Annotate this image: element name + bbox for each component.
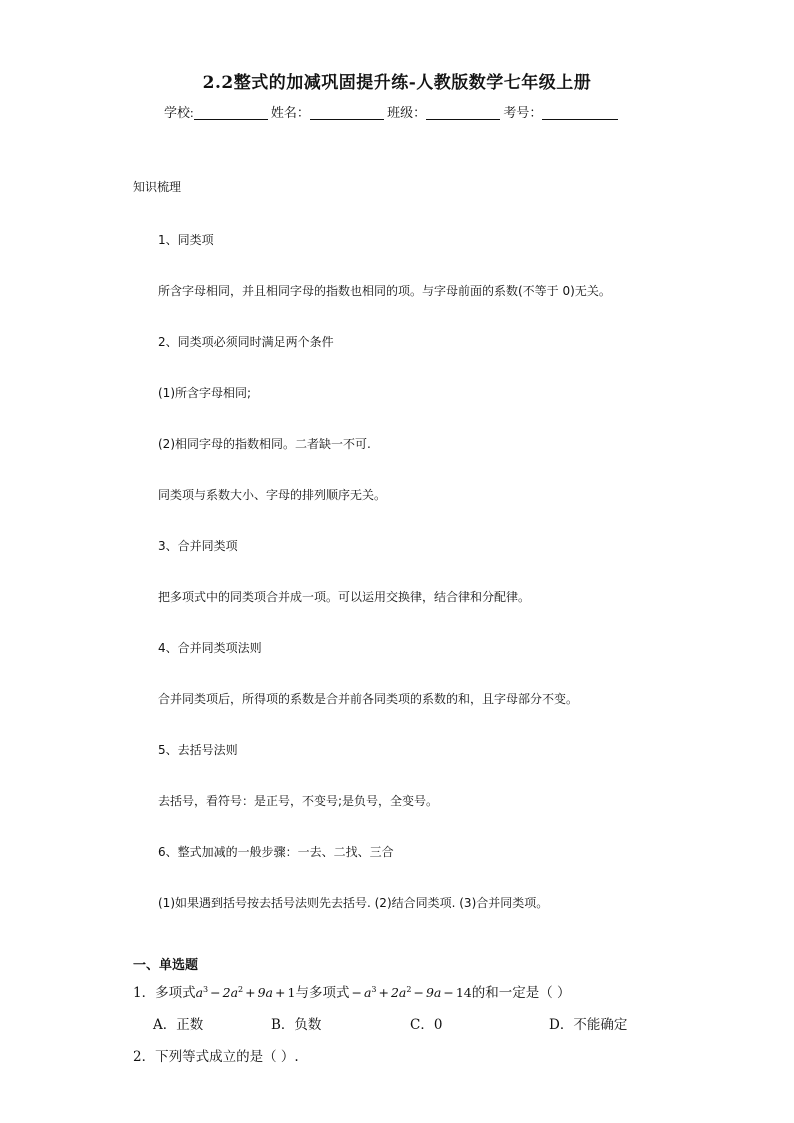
- polynomial-2: − $a^3 + 2a^2 - 9a - 14$: [351, 984, 472, 1000]
- question-1-prefix: 1．多项式: [133, 985, 196, 1001]
- option-a[interactable]: A．正数: [153, 1017, 204, 1033]
- question-1-middle: 与多项式: [295, 985, 350, 1001]
- page-title: 2.2整式的加减巩固提升练-人教版数学七年级上册: [202, 73, 592, 93]
- student-info-line: [164, 102, 618, 121]
- option-d[interactable]: D．不能确定: [549, 1017, 628, 1033]
- question-1-suffix: 的和一定是（ ）: [471, 985, 571, 1001]
- knowledge-item: (1)所含字母相同;: [158, 386, 252, 400]
- section-heading: 一、单选题: [133, 958, 199, 973]
- knowledge-item: 把多项式中的同类项合并成一项。可以运用交换律，结合律和分配律。: [158, 590, 531, 604]
- knowledge-item: 合并同类项后，所得项的系数是合并前各同类项的系数的和，且字母部分不变。: [158, 692, 579, 706]
- name-blank[interactable]: [310, 105, 384, 120]
- knowledge-item: 同类项与系数大小、字母的排列顺序无关。: [158, 488, 387, 502]
- class-label: 班级：: [387, 105, 427, 120]
- knowledge-item: (1)如果遇到括号按去括号法则先去括号. (2)结合同类项. (3)合并同类项。: [158, 896, 549, 910]
- school-label: 学校:: [164, 105, 194, 120]
- knowledge-item: 1、同类项: [158, 233, 214, 247]
- option-b[interactable]: B．负数: [271, 1017, 322, 1033]
- knowledge-item: (2)相同字母的指数相同。二者缺一不可.: [158, 437, 371, 451]
- exam-no-blank[interactable]: [542, 105, 618, 120]
- polynomial-1: $a^3 - 2a^2 + 9a + 1$: [195, 984, 296, 1000]
- knowledge-heading: 知识梳理: [133, 180, 182, 194]
- question-1: [133, 981, 571, 1001]
- knowledge-item: 2、同类项必须同时满足两个条件: [158, 335, 334, 349]
- knowledge-item: 3、合并同类项: [158, 539, 238, 553]
- knowledge-item: 4、合并同类项法则: [158, 641, 262, 655]
- name-label: 姓名：: [270, 105, 310, 120]
- option-c[interactable]: C．0: [410, 1017, 443, 1033]
- class-blank[interactable]: [426, 105, 500, 120]
- knowledge-item: 5、去括号法则: [158, 743, 238, 757]
- school-blank[interactable]: [194, 105, 268, 120]
- question-2: 2．下列等式成立的是（ ）.: [133, 1049, 299, 1065]
- knowledge-item: 去括号，看符号：是正号，不变号;是负号，全变号。: [158, 794, 439, 808]
- knowledge-item: 6、整式加减的一般步骤：一去、二找、三合: [158, 845, 394, 859]
- knowledge-item: 所含字母相同，并且相同字母的指数也相同的项。与字母前面的系数(不等于 0)无关。: [158, 284, 611, 298]
- exam-no-label: 考号：: [503, 105, 543, 120]
